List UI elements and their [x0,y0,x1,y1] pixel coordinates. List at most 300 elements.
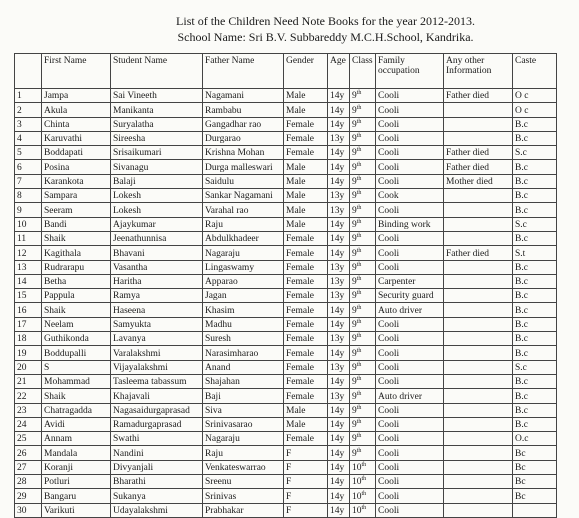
class-number: 9 [352,391,357,402]
cell-occupation: Cooli [376,460,444,474]
header-family-occupation: Family occupation [376,54,444,89]
cell-occupation: Cooli [376,346,444,360]
cell-father-name: Nagaraju [203,432,284,446]
cell-caste: B.c [513,174,557,188]
class-suffix: th [356,161,362,168]
cell-student-name: Udayalakshmi [111,503,203,517]
cell-class [350,274,376,288]
cell-gender: Male [284,89,328,103]
school-name: School Name: Sri B.V. Subbareddy M.C.H.School, Kandrika. [177,30,474,44]
cell-occupation: Cooli [376,317,444,331]
class-suffix: th [356,404,362,411]
cell-sno: 16 [15,303,42,317]
cell-father-name: Rambabu [203,103,284,117]
class-suffix: th [361,490,367,497]
cell-first-name: Karuvathi [42,131,111,145]
cell-gender: Female [284,117,328,131]
cell-occupation: Cooli [376,160,444,174]
cell-student-name: Ramadurgaprasad [111,417,203,431]
cell-other-info [444,360,513,374]
table-row [15,160,557,174]
cell-gender: Female [284,317,328,331]
cell-other-info [444,274,513,288]
cell-other-info [444,403,513,417]
cell-other-info [444,317,513,331]
table-row [15,446,557,460]
cell-sno: 18 [15,332,42,346]
cell-age: 14y [328,303,350,317]
class-number: 9 [352,448,357,459]
cell-sno: 9 [15,203,42,217]
cell-first-name: S [42,360,111,374]
cell-first-name: Seeram [42,203,111,217]
cell-father-name: Prabhakar [203,503,284,517]
cell-occupation: Carpenter [376,274,444,288]
cell-class [350,446,376,460]
cell-occupation: Cooli [376,146,444,160]
cell-occupation: Cooli [376,503,444,517]
class-number: 9 [352,434,357,445]
cell-occupation: Cooli [376,417,444,431]
class-number: 10 [352,505,362,516]
cell-student-name: Tasleema tabassum [111,374,203,388]
class-number: 9 [352,405,357,416]
cell-student-name: Khajavali [111,389,203,403]
class-suffix: th [356,390,362,397]
cell-age: 13y [328,332,350,346]
header-age: Age [328,54,350,89]
cell-class [350,403,376,417]
header-gender: Gender [284,54,328,89]
cell-gender: Female [284,260,328,274]
cell-other-info [444,189,513,203]
table-row [15,146,557,160]
cell-class [350,231,376,245]
cell-student-name: Haseena [111,303,203,317]
cell-occupation: Cooli [376,203,444,217]
cell-gender: Female [284,246,328,260]
cell-first-name: Mohammad [42,374,111,388]
class-suffix: th [356,276,362,283]
cell-other-info [444,131,513,145]
table-row [15,89,557,103]
cell-student-name: Sai Vineeth [111,89,203,103]
cell-first-name: Posina [42,160,111,174]
cell-age: 14y [328,89,350,103]
cell-first-name: Kagithala [42,246,111,260]
cell-caste: Bc [513,446,557,460]
cell-caste: B.c [513,403,557,417]
cell-class [350,475,376,489]
cell-gender: Female [284,231,328,245]
cell-caste: O c [513,89,557,103]
cell-gender: F [284,460,328,474]
cell-father-name: Khasim [203,303,284,317]
cell-father-name: Varahal rao [203,203,284,217]
cell-father-name: Sreenu [203,475,284,489]
cell-sno: 7 [15,174,42,188]
cell-occupation: Cook [376,189,444,203]
cell-student-name: Varalakshmi [111,346,203,360]
cell-other-info [444,446,513,460]
table-row [15,117,557,131]
cell-sno: 22 [15,389,42,403]
cell-father-name: Raju [203,446,284,460]
cell-sno: 27 [15,460,42,474]
cell-age: 14y [328,160,350,174]
cell-occupation: Cooli [376,475,444,489]
class-suffix: th [356,290,362,297]
cell-occupation: Cooli [376,103,444,117]
cell-other-info [444,289,513,303]
cell-age: 14y [328,346,350,360]
cell-occupation: Cooli [376,374,444,388]
cell-student-name: Balaji [111,174,203,188]
class-number: 9 [352,119,357,130]
cell-other-info [444,389,513,403]
cell-gender: Female [284,289,328,303]
cell-caste: B.c [513,160,557,174]
cell-class [350,389,376,403]
class-number: 9 [352,191,357,202]
cell-other-info [444,460,513,474]
table-row [15,303,557,317]
cell-occupation: Cooli [376,332,444,346]
cell-sno: 21 [15,374,42,388]
cell-age: 14y [328,403,350,417]
cell-sno: 2 [15,103,42,117]
cell-age: 13y [328,360,350,374]
cell-first-name: Boddapati [42,146,111,160]
cell-student-name: Jeenathunnisa [111,231,203,245]
cell-other-info [444,303,513,317]
class-number: 9 [352,134,357,145]
table-row [15,403,557,417]
cell-class [350,189,376,203]
cell-class [350,460,376,474]
table-header-row [15,54,557,89]
class-suffix: th [356,347,362,354]
cell-class [350,89,376,103]
cell-class [350,217,376,231]
cell-gender: Male [284,160,328,174]
class-number: 9 [352,234,357,245]
cell-age: 14y [328,432,350,446]
cell-occupation: Cooli [376,174,444,188]
cell-first-name: Mandala [42,446,111,460]
cell-caste: S.c [513,146,557,160]
cell-father-name: Gangadhar rao [203,117,284,131]
class-suffix: th [356,133,362,140]
class-suffix: th [361,504,367,511]
class-number: 9 [352,205,357,216]
cell-father-name: Durga malleswari [203,160,284,174]
cell-sno: 8 [15,189,42,203]
cell-gender: Male [284,417,328,431]
cell-caste: S.c [513,360,557,374]
cell-first-name: Annam [42,432,111,446]
cell-first-name: Sampara [42,189,111,203]
class-suffix: th [356,361,362,368]
table-row [15,274,557,288]
cell-sno: 13 [15,260,42,274]
class-suffix: th [356,190,362,197]
cell-occupation: Cooli [376,246,444,260]
cell-class [350,346,376,360]
cell-father-name: Srinivas [203,489,284,503]
class-number: 9 [352,162,357,173]
cell-father-name: Abdulkhadeer [203,231,284,245]
cell-sno: 26 [15,446,42,460]
class-number: 9 [352,291,357,302]
cell-class [350,303,376,317]
cell-gender: Male [284,174,328,188]
cell-caste: S.c [513,217,557,231]
cell-student-name: Nandini [111,446,203,460]
table-row [15,103,557,117]
cell-age: 14y [328,489,350,503]
cell-class [350,417,376,431]
cell-age: 14y [328,146,350,160]
cell-class [350,117,376,131]
cell-father-name: Nagaraju [203,246,284,260]
table-row [15,131,557,145]
cell-father-name: Siva [203,403,284,417]
cell-caste: B.c [513,289,557,303]
cell-class [350,174,376,188]
class-suffix: th [356,376,362,383]
cell-first-name: Neelam [42,317,111,331]
cell-father-name: Narasimharao [203,346,284,360]
table-row [15,332,557,346]
cell-student-name: Bhavani [111,246,203,260]
cell-sno: 19 [15,346,42,360]
table-row [15,231,557,245]
cell-sno: 28 [15,475,42,489]
cell-first-name: Shaik [42,231,111,245]
cell-class [350,246,376,260]
cell-other-info [444,346,513,360]
cell-caste: B.c [513,274,557,288]
header-class: Class [350,54,376,89]
cell-caste: B.c [513,260,557,274]
cell-age: 14y [328,246,350,260]
cell-first-name: Pappula [42,289,111,303]
table-row [15,475,557,489]
cell-occupation: Cooli [376,360,444,374]
cell-first-name: Betha [42,274,111,288]
cell-student-name: Divyanjali [111,460,203,474]
cell-age: 14y [328,217,350,231]
class-suffix: th [356,433,362,440]
cell-sno: 5 [15,146,42,160]
class-number: 10 [352,463,362,474]
cell-gender: Female [284,432,328,446]
cell-first-name: Karankota [42,174,111,188]
cell-class [350,260,376,274]
class-suffix: th [361,462,367,469]
cell-first-name: Bangaru [42,489,111,503]
cell-caste: B.c [513,332,557,346]
cell-gender: F [284,489,328,503]
cell-class [350,360,376,374]
class-number: 9 [352,91,357,102]
cell-gender: Male [284,217,328,231]
class-suffix: th [356,218,362,225]
cell-first-name: Koranji [42,460,111,474]
cell-student-name: Swathi [111,432,203,446]
class-suffix: th [356,261,362,268]
cell-sno: 23 [15,403,42,417]
cell-other-info: Father died [444,89,513,103]
cell-father-name: Srinivasarao [203,417,284,431]
cell-student-name: Samyukta [111,317,203,331]
cell-occupation: Cooli [376,131,444,145]
cell-gender: Male [284,203,328,217]
cell-father-name: Anand [203,360,284,374]
cell-first-name: Boddupalli [42,346,111,360]
table-row [15,489,557,503]
cell-caste: B.c [513,346,557,360]
cell-father-name: Baji [203,389,284,403]
cell-caste: B.c [513,417,557,431]
table-row [15,203,557,217]
cell-sno: 17 [15,317,42,331]
cell-father-name: Shajahan [203,374,284,388]
cell-first-name: Chatragadda [42,403,111,417]
table-row [15,260,557,274]
cell-age: 14y [328,503,350,517]
cell-gender: F [284,475,328,489]
cell-father-name: Saidulu [203,174,284,188]
class-number: 9 [352,420,357,431]
cell-other-info [444,332,513,346]
cell-occupation: Security guard [376,289,444,303]
cell-first-name: Shaik [42,389,111,403]
class-number: 9 [352,248,357,259]
cell-caste: B.c [513,303,557,317]
cell-occupation: Auto driver [376,303,444,317]
cell-gender: Female [284,131,328,145]
table-row [15,360,557,374]
cell-student-name: Srisaikumari [111,146,203,160]
children-table [14,53,557,518]
cell-other-info: Father died [444,146,513,160]
cell-first-name: Avidi [42,417,111,431]
cell-age: 14y [328,231,350,245]
table-row [15,174,557,188]
cell-caste: B.c [513,117,557,131]
cell-student-name: Sukanya [111,489,203,503]
cell-first-name: Jampa [42,89,111,103]
cell-other-info [444,231,513,245]
cell-other-info [444,503,513,517]
cell-class [350,432,376,446]
class-number: 10 [352,477,362,488]
cell-sno: 10 [15,217,42,231]
cell-other-info: Mother died [444,174,513,188]
cell-age: 14y [328,117,350,131]
cell-student-name: Ajaykumar [111,217,203,231]
cell-gender: Female [284,360,328,374]
cell-other-info [444,374,513,388]
cell-sno: 12 [15,246,42,260]
cell-student-name: Vijayalakshmi [111,360,203,374]
cell-age: 14y [328,374,350,388]
cell-other-info [444,260,513,274]
cell-student-name: Lokesh [111,203,203,217]
class-suffix: th [356,204,362,211]
cell-age: 14y [328,317,350,331]
cell-student-name: Sireesha [111,131,203,145]
class-suffix: th [356,333,362,340]
cell-sno: 15 [15,289,42,303]
cell-father-name: Apparao [203,274,284,288]
cell-age: 13y [328,189,350,203]
cell-student-name: Nagasaidurgaprasad [111,403,203,417]
class-number: 9 [352,362,357,373]
table-row [15,432,557,446]
cell-class [350,317,376,331]
class-number: 9 [352,320,357,331]
cell-caste: B.c [513,189,557,203]
cell-gender: Male [284,189,328,203]
cell-father-name: Madhu [203,317,284,331]
cell-sno: 24 [15,417,42,431]
table-row [15,246,557,260]
table-row [15,289,557,303]
class-number: 9 [352,262,357,273]
cell-sno: 14 [15,274,42,288]
cell-student-name: Ramya [111,289,203,303]
cell-age: 13y [328,274,350,288]
cell-gender: Female [284,346,328,360]
cell-gender: Female [284,274,328,288]
cell-class [350,103,376,117]
cell-age: 13y [328,289,350,303]
class-suffix: th [356,118,362,125]
table-row [15,374,557,388]
cell-gender: F [284,503,328,517]
class-number: 9 [352,277,357,288]
cell-first-name: Shaik [42,303,111,317]
table-row [15,389,557,403]
class-number: 9 [352,348,357,359]
cell-other-info [444,489,513,503]
cell-age: 14y [328,103,350,117]
cell-first-name: Guthikonda [42,332,111,346]
cell-class [350,374,376,388]
cell-father-name: Lingaswamy [203,260,284,274]
cell-other-info [444,217,513,231]
cell-father-name: Krishna Mohan [203,146,284,160]
cell-gender: Female [284,146,328,160]
cell-first-name: Varikuti [42,503,111,517]
cell-father-name: Sankar Nagamani [203,189,284,203]
cell-father-name: Suresh [203,332,284,346]
cell-class [350,160,376,174]
cell-occupation: Cooli [376,489,444,503]
cell-class [350,131,376,145]
cell-other-info [444,203,513,217]
cell-first-name: Bandi [42,217,111,231]
cell-sno: 20 [15,360,42,374]
cell-sno: 25 [15,432,42,446]
cell-age: 13y [328,203,350,217]
cell-age: 14y [328,460,350,474]
cell-gender: F [284,446,328,460]
cell-occupation: Cooli [376,231,444,245]
